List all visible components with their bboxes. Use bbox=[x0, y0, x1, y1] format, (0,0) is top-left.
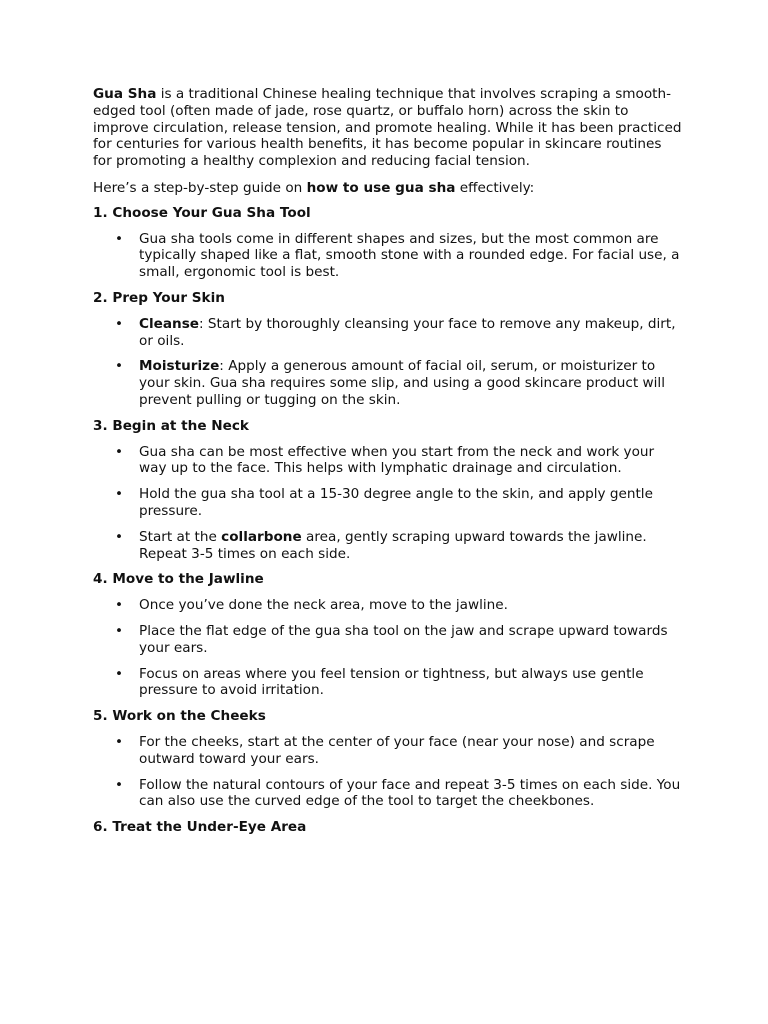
list-item-text: Place the flat edge of the gua sha tool on the jaw and scrape upward towards your ears. bbox=[139, 622, 668, 656]
list-item bbox=[139, 316, 683, 350]
section-heading: 4. Move to the Jawline bbox=[93, 571, 264, 588]
list-item-text: Once you’ve done the neck area, move to the jawline. bbox=[139, 597, 508, 614]
list-item-bold: Cleanse bbox=[139, 315, 200, 332]
section-heading: 6. Treat the Under-Eye Area bbox=[93, 819, 307, 836]
list-item bbox=[139, 777, 683, 811]
list-item bbox=[139, 444, 683, 478]
list-item-text: For the cheeks, start at the center of your face (near your nose) and scrape outward toward your ears. bbox=[139, 733, 655, 767]
bullet-list bbox=[93, 734, 683, 810]
list-item-text: Hold the gua sha tool at a 15-30 degree angle to the skin, and apply gentle pressure. bbox=[139, 486, 653, 519]
list-item bbox=[139, 358, 683, 408]
list-item-text: Gua sha can be most effective when you start from the neck and work your way up to the face. This helps with lymphatic drainage and circulation. bbox=[139, 443, 655, 477]
guide-line-before: Here’s a step-by-step guide on bbox=[93, 179, 307, 196]
intro-text: is a traditional Chinese healing technique that involves scraping a smooth-edged tool (often made of jade, rose quartz, or buffalo horn) across the skin to improve circulation, release tension, and promote healing. While it has been practiced for centuries for various health benefits, it has become popular in skincare routines for promoting a healthy complexion and reducing facial tension. bbox=[93, 86, 682, 170]
bullet-list bbox=[93, 597, 683, 699]
guide-line-bold: how to use gua sha bbox=[306, 179, 456, 196]
list-item bbox=[139, 486, 683, 520]
list-item-text-before: Start at the bbox=[139, 528, 222, 545]
list-item-text: Gua sha tools come in different shapes and sizes, but the most common are typically shaped like a flat, smooth stone with a rounded edge. For facial use, a small, ergonomic tool is best. bbox=[139, 230, 680, 281]
list-item-bold: collarbone bbox=[221, 528, 302, 545]
list-item bbox=[139, 529, 683, 563]
list-item bbox=[139, 231, 683, 281]
intro-paragraph bbox=[93, 86, 683, 170]
section-heading: 5. Work on the Cheeks bbox=[93, 708, 266, 725]
list-item-bold: Moisturize bbox=[139, 358, 220, 375]
list-item-text: area, gently scraping upward towards the jawline. Repeat 3-5 times on each side. bbox=[139, 528, 647, 562]
list-item bbox=[139, 623, 683, 657]
guide-intro-line bbox=[93, 180, 683, 197]
list-item-text: Focus on areas where you feel tension or tightness, but always use gentle pressure to avoid irritation. bbox=[139, 665, 644, 699]
list-item-text: : Apply a generous amount of facial oil, serum, or moisturizer to your skin. Gua sha requires some slip, and using a good skincare product will prevent pulling or tugging on the skin. bbox=[139, 358, 665, 408]
bullet-list bbox=[93, 316, 683, 409]
section-heading: 3. Begin at the Neck bbox=[93, 417, 249, 434]
bullet-list bbox=[93, 444, 683, 563]
list-item-text: Follow the natural contours of your face and repeat 3-5 times on each side. You can also use the curved edge of the tool to target the cheekbones. bbox=[139, 776, 681, 810]
section-heading: 1. Choose Your Gua Sha Tool bbox=[93, 204, 311, 221]
list-item bbox=[139, 597, 683, 614]
list-item bbox=[139, 666, 683, 700]
section-heading: 2. Prep Your Skin bbox=[93, 289, 225, 306]
intro-term: Gua Sha bbox=[93, 86, 157, 102]
guide-line-after: effectively: bbox=[455, 179, 535, 196]
list-item-text: : Start by thoroughly cleansing your face to remove any makeup, dirt, or oils. bbox=[139, 315, 676, 349]
document-page bbox=[93, 86, 683, 845]
list-item bbox=[139, 734, 683, 768]
bullet-list bbox=[93, 231, 683, 281]
